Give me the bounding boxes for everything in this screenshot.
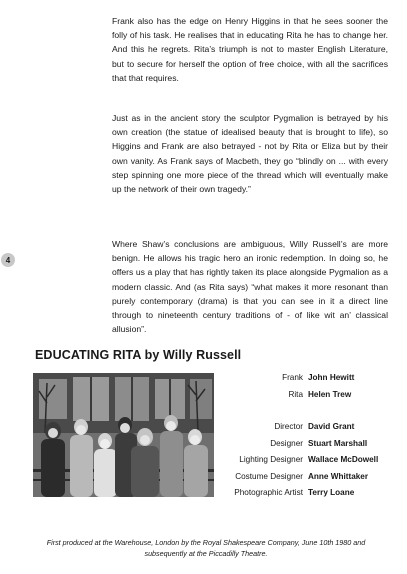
credit-name: David Grant bbox=[308, 422, 355, 431]
crew-row-costume-designer bbox=[222, 469, 402, 486]
credit-role: Costume Designer bbox=[235, 471, 303, 481]
crew-row-director bbox=[222, 419, 402, 436]
credits-list bbox=[222, 370, 402, 502]
cast-row-frank bbox=[222, 370, 402, 387]
cast-photo bbox=[33, 373, 214, 497]
body-paragraph-3: Where Shaw’s conclusions are ambiguous, Willy Russell’s are more benign. He allows his tragic hero an ironic redemption. In doing so, he offers us a play that has rightly taken its place alongside Pygmalion as a modern classic. And (as Rita says) “what makes it more resonant than purely contemporary (drama) is that you can see in it a direct line through to nineteenth century traditions of - of like wit an’ classical allusion”. bbox=[112, 239, 388, 335]
credit-role: Lighting Designer bbox=[239, 455, 303, 464]
body-paragraph-2: Just as in the ancient story the sculptor Pygmalion is betrayed by his own creation (the statue of idealised beauty that is brought to life), so Higgins and Frank are also betrayed - not by Rita or Eliza but by their own vanity. As Frank says of Macbeth, they go “blindly on ... with every step spinning one more piece of the thread which will eventually make up the network of their own tragedy.” bbox=[112, 113, 388, 195]
cast-row-rita bbox=[222, 387, 402, 404]
credit-role: Rita bbox=[288, 389, 303, 399]
crew-row-lighting-designer bbox=[222, 452, 402, 469]
crew-row-designer bbox=[222, 436, 402, 453]
production-footnote: First produced at the Warehouse, London by the Royal Shakespeare Company, June 10th 1980 and subsequently at the Piccadilly Theatre. bbox=[46, 538, 366, 558]
credits-spacer bbox=[222, 403, 402, 419]
credit-role: Director bbox=[274, 422, 303, 431]
credit-name: Anne Whittaker bbox=[308, 471, 369, 481]
credit-role: Designer bbox=[270, 438, 303, 448]
credit-role: Frank bbox=[282, 373, 303, 382]
page-number-badge: 4 bbox=[1, 253, 15, 267]
play-title: EDUCATING RITA by Willy Russell bbox=[35, 348, 242, 362]
credit-name: John Hewitt bbox=[308, 373, 355, 382]
credit-name: Terry Loane bbox=[308, 488, 355, 497]
credit-name: Stuart Marshall bbox=[308, 438, 368, 448]
credit-role: Photographic Artist bbox=[234, 488, 303, 497]
crew-row-photographic-artist bbox=[222, 485, 402, 502]
body-paragraph-1: Frank also has the edge on Henry Higgins in that he sees sooner the folly of his task. He realises that in educating Rita he has to change her. And this he regrets. Rita’s triumph is not to master English Literature, but to secure for herself the option of free choice, with all the sacrifices that that requires. bbox=[112, 16, 388, 83]
credit-name: Wallace McDowell bbox=[308, 455, 379, 464]
credit-name: Helen Trew bbox=[308, 389, 352, 399]
